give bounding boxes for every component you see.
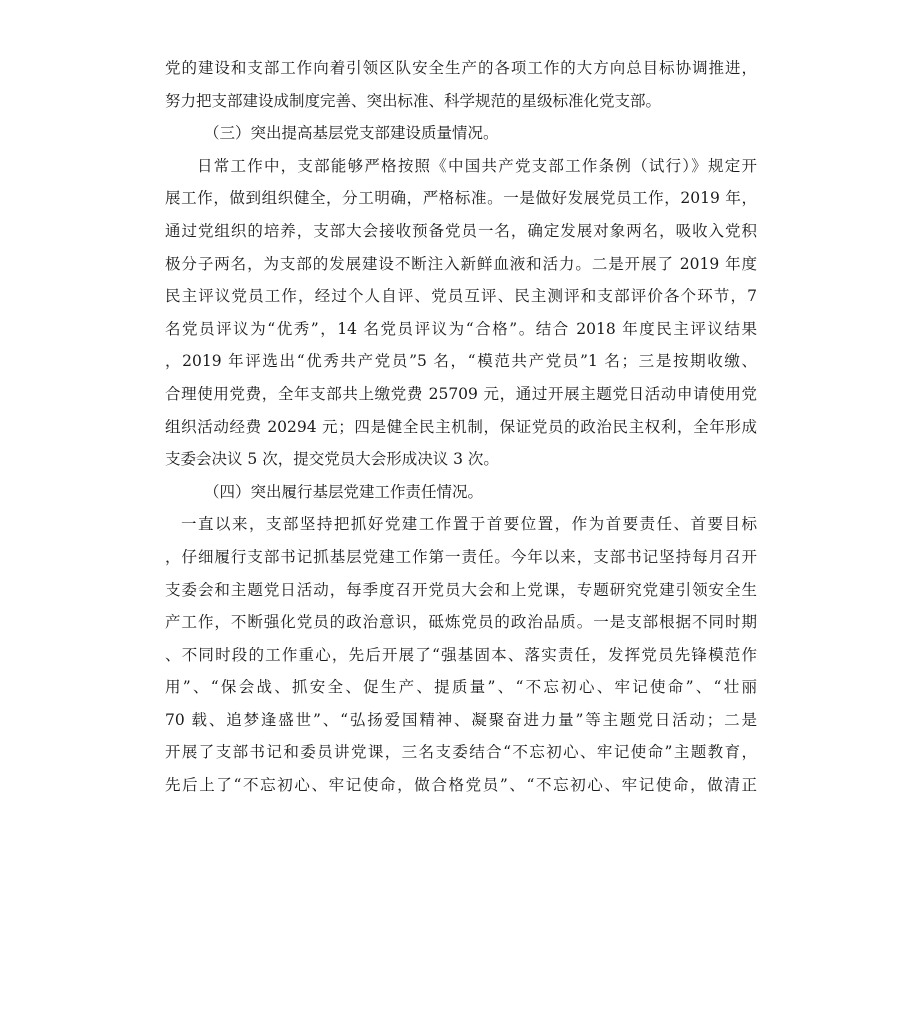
text-line: 努力把支部建设成制度完善、突出标准、科学规范的星级标准化党支部。 — [165, 91, 662, 110]
paragraph-party-branch-quality — [165, 150, 757, 476]
section-heading-3: （三）突出提高基层党支部建设质量情况。 — [204, 124, 499, 143]
text-line: ，仔细履行支部书记抓基层党建工作第一责任。今年以来，支部书记坚持每月召开 — [165, 547, 757, 566]
document-body — [165, 52, 757, 802]
text-line: 先后上了“不忘初心、牢记使命，做合格党员”、“不忘初心、牢记使命，做清正 — [165, 776, 757, 795]
text-line: 极分子两名，为支部的发展建设不断注入新鲜血液和活力。二是开展了 2019 年度 — [165, 254, 757, 273]
text-line: 名党员评议为“优秀”，14 名党员评议为“合格”。结合 2018 年度民主评议结果 — [165, 319, 757, 338]
text-line: 合理使用党费，全年支部共上缴党费 25709 元，通过开展主题党日活动申请使用党 — [165, 384, 757, 403]
text-line: 展工作，做到组织健全，分工明确，严格标准。一是做好发展党员工作，2019 年， — [165, 189, 757, 208]
paragraph-continuation — [165, 52, 757, 117]
text-line: ，2019 年评选出“优秀共产党员”5 名，“模范共产党员”1 名；三是按期收缴、 — [165, 352, 757, 371]
text-line: 产工作，不断强化党员的政治意识，砥炼党员的政治品质。一是支部根据不同时期 — [165, 613, 757, 632]
text-line: 党的建设和支部工作向着引领区队安全生产的各项工作的大方向总目标协调推进， — [165, 59, 757, 77]
text-line: 用”、“保会战、抓安全、促生产、提质量”、“不忘初心、牢记使命”、“壮丽 — [165, 678, 757, 697]
text-line: 支委会决议 5 次，提交党员大会形成决议 3 次。 — [165, 450, 499, 469]
text-line: 支委会和主题党日活动，每季度召开党员大会和上党课，专题研究党建引领安全生 — [165, 580, 757, 599]
text-line: 民主评议党员工作，经过个人自评、党员互评、民主测评和支部评价各个环节，7 — [165, 287, 757, 306]
section-heading-4: （四）突出履行基层党建工作责任情况。 — [204, 482, 484, 501]
text-line: 通过党组织的培养，支部大会接收预备党员一名，确定发展对象两名，吸收入党积 — [165, 221, 757, 240]
text-line: 组织活动经费 20294 元；四是健全民主机制，保证党员的政治民主权利，全年形成 — [165, 417, 757, 436]
text-line: 日常工作中，支部能够严格按照《中国共产党支部工作条例（试行）》规定开 — [197, 156, 757, 175]
text-line: 、不同时段的工作重心，先后开展了“强基固本、落实责任，发挥党员先锋模范作 — [165, 645, 757, 664]
text-line: 一直以来，支部坚持把抓好党建工作置于首要位置，作为首要责任、首要目标 — [181, 515, 757, 534]
paragraph-party-building-responsibility — [165, 508, 757, 801]
text-line: 70 载、追梦逢盛世”、“弘扬爱国精神、凝聚奋进力量”等主题党日活动；二是 — [165, 710, 757, 729]
text-line: 开展了支部书记和委员讲党课，三名支委结合“不忘初心、牢记使命”主题教育， — [165, 743, 757, 762]
